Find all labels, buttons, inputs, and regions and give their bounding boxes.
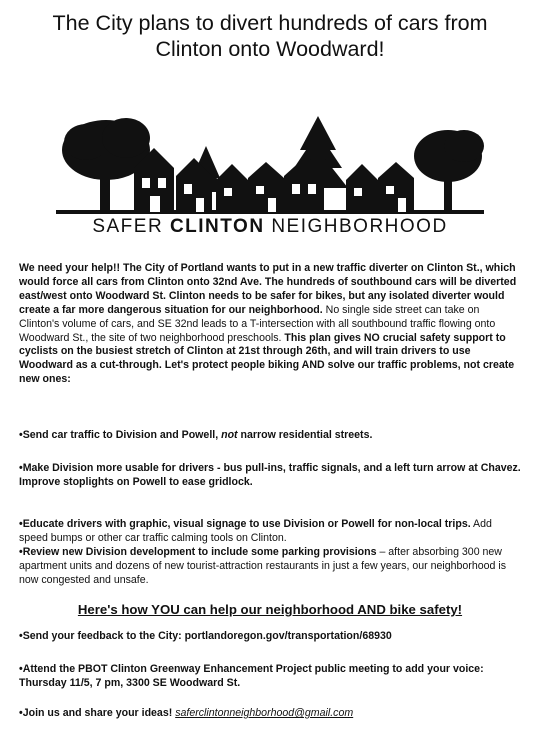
bullet-4-plain: – after absorbing 300 new apartment units and dozens of new tourist-attraction restaurants in just a few years, our neighborhood is now congested and unsafe. — [19, 546, 506, 586]
bullet-educate-drivers — [19, 518, 521, 546]
bullet-1-emphasis: not — [221, 429, 238, 441]
action-send-feedback: •Send your feedback to the City: portlandoregon.gov/transportation/68930 — [19, 630, 392, 642]
bullet-division-usable — [19, 462, 521, 490]
action-attend-meeting: •Attend the PBOT Clinton Greenway Enhancement Project public meeting to add your voice: Thursday 11/5, 7 pm, 3300 SE Woodward St. — [19, 663, 484, 689]
action-join-text: •Join us and share your ideas! — [19, 707, 176, 719]
logo — [56, 106, 484, 246]
action-join-us — [19, 707, 521, 721]
bullet-division-powell — [19, 429, 521, 443]
intro-plain-1: No single side street can take on Clinton's volume of cars, and SE 32nd leads to a T-intersection with all southbound traffic flowing onto Woodward St., the site of two neighborhood preschools. — [19, 303, 496, 344]
email-link[interactable]: saferclintonneighborhood@gmail.com — [175, 707, 354, 719]
intro-bold-2: This plan gives NO crucial safety support to cyclists on the busiest stretch of Clinton at 21st through 26th, and will train drivers to use Woodward as a cut-through. Let's protect people biking AND solve our traffic problems, not create new ones: — [19, 331, 515, 386]
bullet-2-bold: •Make Division more usable for drivers - bus pull-ins, traffic signals, and a left turn arrow at Chavez. Improve stoplights on Powell to ease gridlock. — [19, 462, 521, 488]
intro-bold-1: We need your help!! The City of Portland wants to put in a new traffic diverter on Clinton St., which would force all cars from Clinton onto 32nd Ave. The hundreds of southbound cars will be diverted east/west onto Woodward St. Clinton needs to be safer for bikes, but any isolated diverter would create a far more dangerous situation for our neighborhood. — [19, 262, 517, 316]
bullet-1-bold-end: narrow residential streets. — [237, 429, 373, 441]
logo-prefix: SAFER — [92, 216, 170, 237]
bullet-4-bold: •Review new Division development to include some parking provisions — [19, 546, 377, 558]
bullet-3-bold: •Educate drivers with graphic, visual signage to use Division or Powell for non-local trips. — [19, 518, 471, 530]
intro-paragraph — [19, 262, 521, 387]
logo-suffix: NEIGHBORHOOD — [264, 216, 448, 237]
neighborhood-skyline-illustration — [56, 106, 484, 216]
bullet-parking-provisions — [19, 546, 521, 588]
logo-bold: CLINTON — [169, 216, 265, 237]
bullet-1-bold: •Send car traffic to Division and Powell, — [19, 429, 222, 441]
logo-wordmark — [56, 216, 484, 238]
help-subheading: Here's how YOU can help our neighborhood AND bike safety! — [77, 602, 463, 617]
bullet-3-plain: Add speed bumps or other car traffic calming tools on Clinton. — [19, 518, 492, 544]
headline: The City plans to divert hundreds of cars from Clinton onto Woodward! — [52, 11, 488, 61]
